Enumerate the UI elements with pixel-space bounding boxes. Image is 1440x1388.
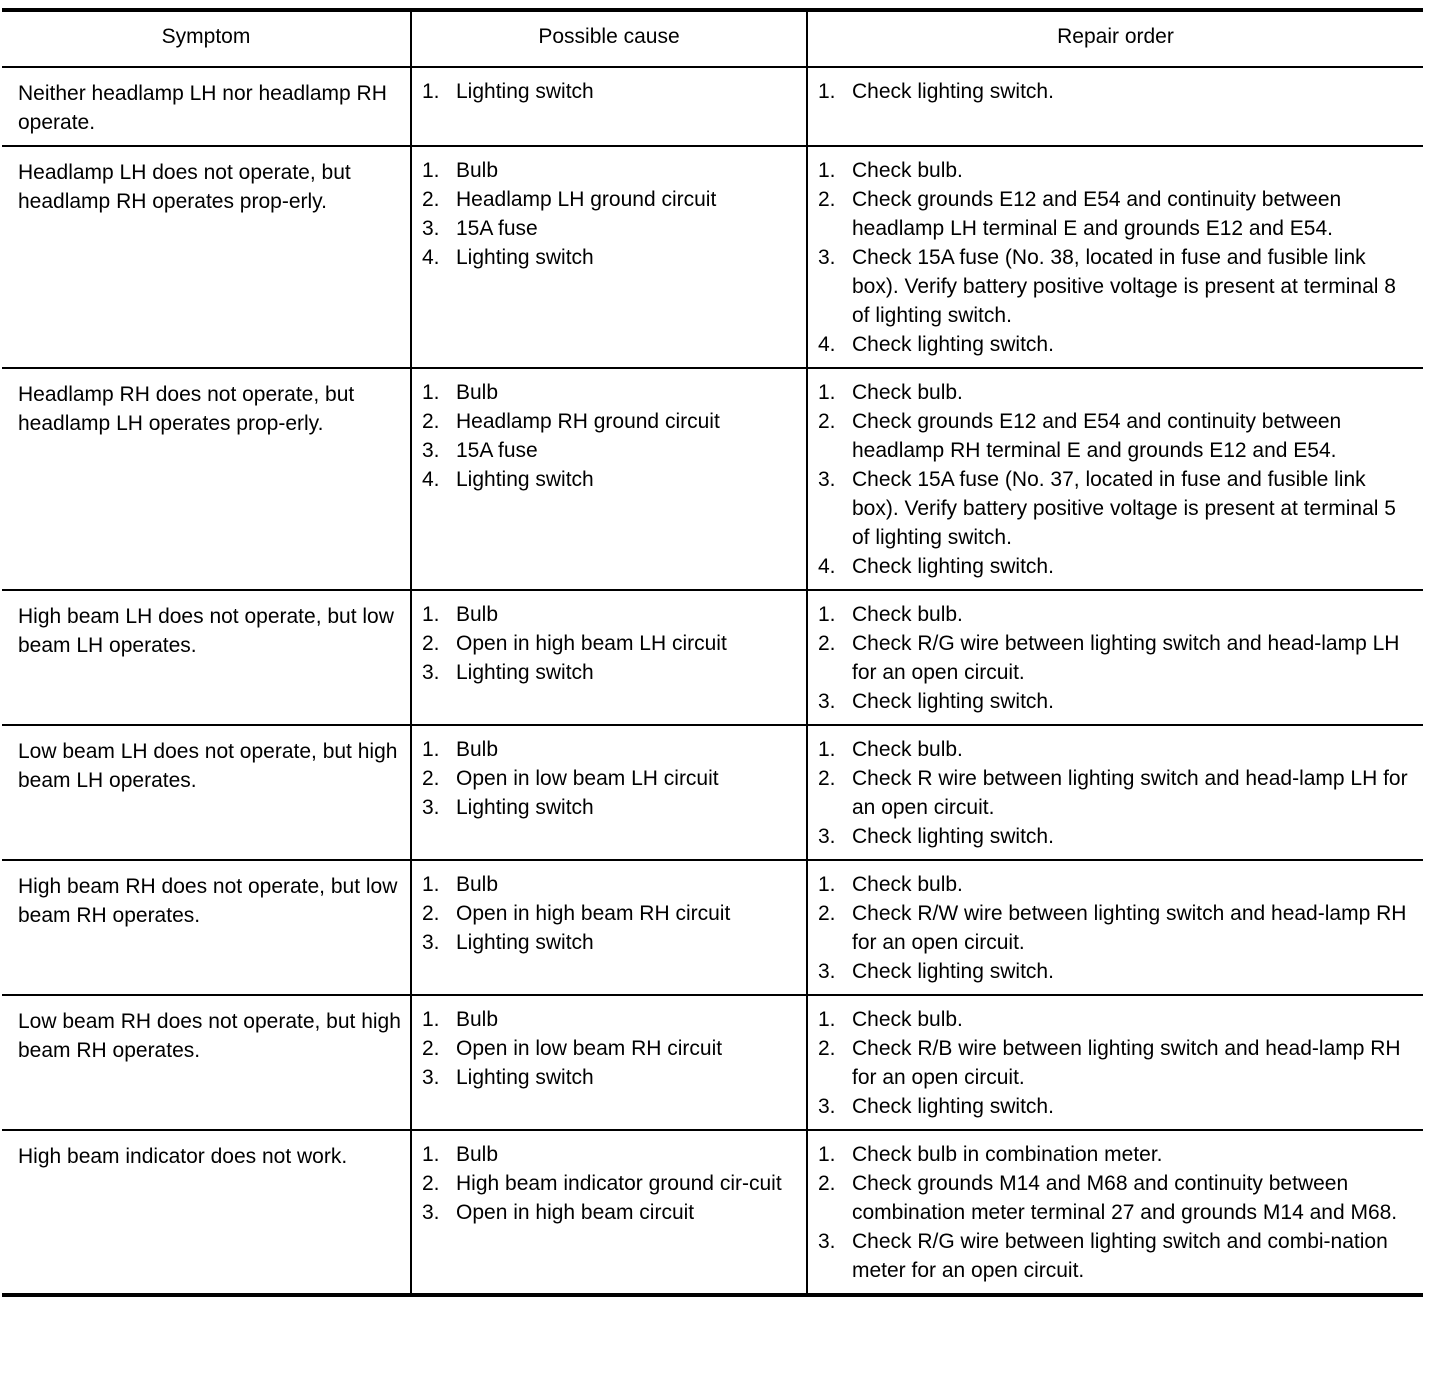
item-number: 2.: [422, 1172, 440, 1195]
item-text: Check lighting switch.: [852, 80, 1054, 103]
item-number: 3.: [818, 246, 836, 269]
item-number: 3.: [422, 439, 440, 462]
item-number: 3.: [818, 1095, 836, 1118]
item-number: 2.: [818, 632, 836, 655]
cause-item: [420, 407, 800, 436]
item-text: Lighting switch: [456, 80, 594, 103]
repair-item: [816, 687, 1417, 716]
item-number: 3.: [422, 1201, 440, 1224]
item-number: 4.: [422, 246, 440, 269]
repair-order-cell: [807, 725, 1423, 860]
cause-item: [420, 600, 800, 629]
item-number: 1.: [818, 159, 836, 182]
item-number: 3.: [818, 1230, 836, 1253]
item-text: Check lighting switch.: [852, 690, 1054, 713]
item-number: 4.: [818, 333, 836, 356]
item-text: Open in low beam LH circuit: [456, 767, 719, 790]
item-number: 2.: [818, 902, 836, 925]
cause-item: [420, 870, 800, 899]
symptom-cell: High beam RH does not operate, but low beam RH operates.: [2, 860, 411, 995]
item-number: 2.: [422, 1037, 440, 1060]
item-number: 2.: [422, 410, 440, 433]
repair-order-cell: [807, 590, 1423, 725]
repair-item: [816, 1034, 1417, 1092]
item-number: 4.: [422, 468, 440, 491]
item-text: Check R/B wire between lighting switch and head-lamp RH for an open circuit.: [852, 1037, 1401, 1089]
item-text: Lighting switch: [456, 796, 594, 819]
repair-item: [816, 899, 1417, 957]
header-possible-cause: Possible cause: [411, 12, 807, 67]
cause-item: [420, 1198, 800, 1227]
cause-item: [420, 629, 800, 658]
repair-item: [816, 1227, 1417, 1285]
table-header-row: [2, 12, 1423, 67]
item-text: Bulb: [456, 1143, 499, 1166]
item-number: 1.: [818, 873, 836, 896]
item-text: Bulb: [456, 603, 499, 626]
item-number: 1.: [818, 381, 836, 404]
item-text: Check bulb.: [852, 381, 963, 404]
repair-item: [816, 330, 1417, 359]
cause-item: [420, 77, 800, 106]
item-number: 1.: [422, 603, 440, 626]
item-text: Open in high beam RH circuit: [456, 902, 731, 925]
table-row: [2, 146, 1423, 368]
repair-order-cell: [807, 995, 1423, 1130]
item-text: Lighting switch: [456, 246, 594, 269]
repair-order-cell: [807, 368, 1423, 590]
repair-item: [816, 957, 1417, 986]
repair-item: [816, 1169, 1417, 1227]
repair-item: [816, 1092, 1417, 1121]
item-number: 3.: [818, 690, 836, 713]
table-row: [2, 590, 1423, 725]
symptom-cell: Headlamp LH does not operate, but headlamp RH operates prop-erly.: [2, 146, 411, 368]
item-text: Open in high beam circuit: [456, 1201, 695, 1224]
item-number: 1.: [422, 873, 440, 896]
item-number: 2.: [818, 188, 836, 211]
repair-item: [816, 1140, 1417, 1169]
cause-item: [420, 156, 800, 185]
cause-item: [420, 1169, 800, 1198]
cause-item: [420, 214, 800, 243]
item-text: Check bulb.: [852, 738, 963, 761]
repair-item: [816, 629, 1417, 687]
item-number: 1.: [818, 1008, 836, 1031]
possible-cause-cell: [411, 368, 807, 590]
item-text: Check R wire between lighting switch and head-lamp LH for an open circuit.: [852, 767, 1408, 819]
possible-cause-cell: [411, 590, 807, 725]
repair-item: [816, 77, 1417, 106]
item-number: 2.: [422, 632, 440, 655]
item-number: 3.: [422, 796, 440, 819]
item-text: Lighting switch: [456, 931, 594, 954]
cause-item: [420, 185, 800, 214]
cause-item: [420, 899, 800, 928]
symptom-cell: Low beam LH does not operate, but high beam LH operates.: [2, 725, 411, 860]
item-text: Bulb: [456, 1008, 499, 1031]
item-text: Bulb: [456, 873, 499, 896]
item-number: 2.: [422, 188, 440, 211]
repair-order-cell: [807, 1130, 1423, 1293]
possible-cause-cell: [411, 1130, 807, 1293]
cause-item: [420, 735, 800, 764]
cause-item: [420, 436, 800, 465]
item-text: Check lighting switch.: [852, 333, 1054, 356]
table-row: [2, 725, 1423, 860]
diagnosis-table: [2, 12, 1423, 1293]
item-number: 1.: [422, 381, 440, 404]
table-row: [2, 368, 1423, 590]
symptom-cell: High beam LH does not operate, but low beam LH operates.: [2, 590, 411, 725]
item-text: Bulb: [456, 381, 499, 404]
header-repair-order: Repair order: [807, 12, 1423, 67]
item-number: 3.: [422, 931, 440, 954]
item-number: 2.: [818, 410, 836, 433]
item-text: Check lighting switch.: [852, 825, 1054, 848]
repair-item: [816, 156, 1417, 185]
item-text: High beam indicator ground cir-cuit: [456, 1172, 782, 1195]
table-row: [2, 67, 1423, 146]
item-number: 2.: [818, 1172, 836, 1195]
item-number: 1.: [818, 738, 836, 761]
repair-order-cell: [807, 146, 1423, 368]
item-text: 15A fuse: [456, 439, 538, 462]
item-text: Check R/G wire between lighting switch and combi-nation meter for an open circuit.: [852, 1230, 1388, 1282]
item-text: Check grounds E12 and E54 and continuity between headlamp LH terminal E and grounds E12 and E54.: [852, 188, 1342, 240]
item-text: Headlamp RH ground circuit: [456, 410, 720, 433]
item-text: 15A fuse: [456, 217, 538, 240]
repair-item: [816, 735, 1417, 764]
item-text: Open in low beam RH circuit: [456, 1037, 723, 1060]
item-number: 1.: [818, 603, 836, 626]
table-body: [2, 67, 1423, 1293]
item-number: 3.: [818, 960, 836, 983]
item-text: Check lighting switch.: [852, 1095, 1054, 1118]
item-number: 2.: [422, 767, 440, 790]
possible-cause-cell: [411, 860, 807, 995]
cause-item: [420, 764, 800, 793]
symptom-cell: Headlamp RH does not operate, but headlamp LH operates prop-erly.: [2, 368, 411, 590]
possible-cause-cell: [411, 995, 807, 1130]
table-row: [2, 1130, 1423, 1293]
repair-item: [816, 243, 1417, 330]
cause-item: [420, 1063, 800, 1092]
repair-order-cell: [807, 67, 1423, 146]
item-text: Headlamp LH ground circuit: [456, 188, 717, 211]
item-text: Check bulb in combination meter.: [852, 1143, 1163, 1166]
repair-item: [816, 378, 1417, 407]
item-text: Lighting switch: [456, 661, 594, 684]
repair-item: [816, 600, 1417, 629]
item-text: Check R/G wire between lighting switch and head-lamp LH for an open circuit.: [852, 632, 1400, 684]
item-text: Lighting switch: [456, 1066, 594, 1089]
item-number: 2.: [422, 902, 440, 925]
item-number: 3.: [422, 661, 440, 684]
item-number: 1.: [422, 1008, 440, 1031]
table-row: [2, 860, 1423, 995]
item-text: Check bulb.: [852, 873, 963, 896]
possible-cause-cell: [411, 146, 807, 368]
cause-item: [420, 465, 800, 494]
repair-item: [816, 764, 1417, 822]
cause-item: [420, 378, 800, 407]
repair-item: [816, 1005, 1417, 1034]
cause-item: [420, 1034, 800, 1063]
cause-item: [420, 243, 800, 272]
symptom-cell: Neither headlamp LH nor headlamp RH operate.: [2, 67, 411, 146]
symptom-cell: High beam indicator does not work.: [2, 1130, 411, 1293]
cause-item: [420, 928, 800, 957]
item-number: 1.: [422, 738, 440, 761]
cause-item: [420, 1005, 800, 1034]
table-row: [2, 995, 1423, 1130]
item-number: 3.: [422, 217, 440, 240]
cause-item: [420, 793, 800, 822]
item-text: Bulb: [456, 159, 499, 182]
repair-order-cell: [807, 860, 1423, 995]
header-symptom: Symptom: [2, 12, 411, 67]
item-text: Check grounds M14 and M68 and continuity between combination meter terminal 27 and grounds M14 and M68.: [852, 1172, 1398, 1224]
repair-item: [816, 185, 1417, 243]
item-text: Check lighting switch.: [852, 555, 1054, 578]
item-text: Check R/W wire between lighting switch and head-lamp RH for an open circuit.: [852, 902, 1407, 954]
item-text: Bulb: [456, 738, 499, 761]
item-number: 3.: [818, 825, 836, 848]
item-text: Check bulb.: [852, 159, 963, 182]
item-number: 2.: [818, 767, 836, 790]
item-text: Check bulb.: [852, 603, 963, 626]
item-number: 3.: [818, 468, 836, 491]
repair-item: [816, 552, 1417, 581]
cause-item: [420, 658, 800, 687]
item-number: 1.: [818, 80, 836, 103]
item-text: Check lighting switch.: [852, 960, 1054, 983]
possible-cause-cell: [411, 67, 807, 146]
item-number: 1.: [422, 159, 440, 182]
item-number: 3.: [422, 1066, 440, 1089]
item-text: Check 15A fuse (No. 38, located in fuse and fusible link box). Verify battery positive voltage is present at terminal 8 of lighting switch.: [852, 246, 1396, 327]
repair-item: [816, 870, 1417, 899]
item-number: 2.: [818, 1037, 836, 1060]
symptom-cell: Low beam RH does not operate, but high beam RH operates.: [2, 995, 411, 1130]
item-number: 1.: [422, 80, 440, 103]
item-text: Check grounds E12 and E54 and continuity between headlamp RH terminal E and grounds E12 and E54.: [852, 410, 1342, 462]
item-text: Lighting switch: [456, 468, 594, 491]
item-number: 1.: [422, 1143, 440, 1166]
item-number: 1.: [818, 1143, 836, 1166]
repair-item: [816, 407, 1417, 465]
possible-cause-cell: [411, 725, 807, 860]
item-text: Check 15A fuse (No. 37, located in fuse and fusible link box). Verify battery positive voltage is present at terminal 5 of lighting switch.: [852, 468, 1396, 549]
item-number: 4.: [818, 555, 836, 578]
repair-item: [816, 822, 1417, 851]
item-text: Check bulb.: [852, 1008, 963, 1031]
cause-item: [420, 1140, 800, 1169]
item-text: Open in high beam LH circuit: [456, 632, 727, 655]
diagnosis-table-wrapper: [2, 8, 1423, 1297]
repair-item: [816, 465, 1417, 552]
